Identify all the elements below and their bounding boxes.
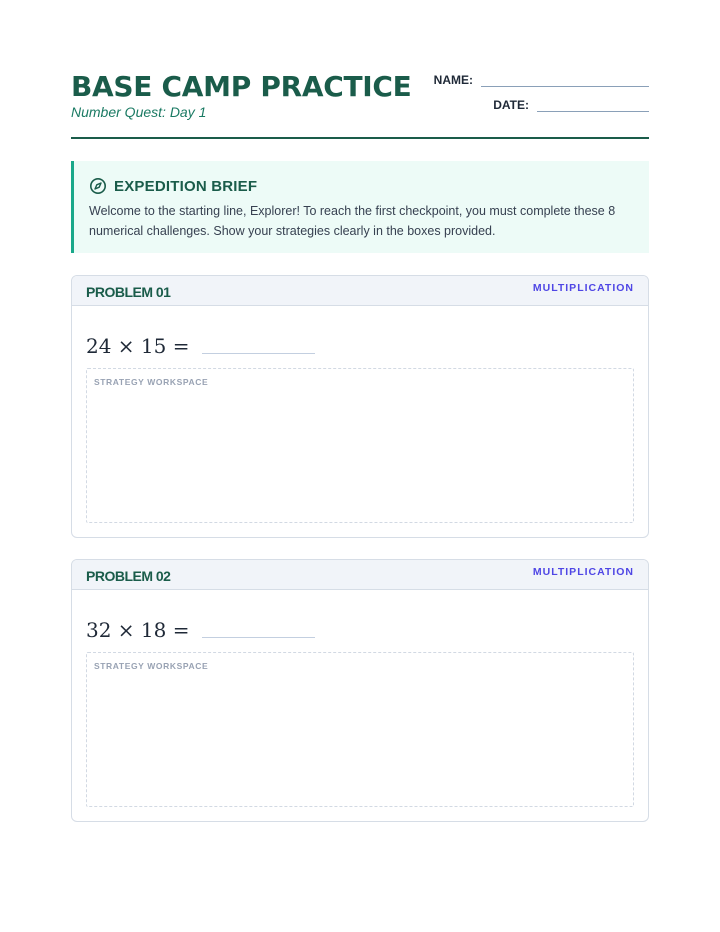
date-field: [493, 97, 649, 112]
page-subtitle: Number Quest: Day 1: [71, 104, 207, 120]
brief-text: Welcome to the starting line, Explorer! To reach the first checkpoint, you must complete these 8 numerical challenges. Show your strategies clearly in the boxes provided.: [89, 204, 616, 238]
worksheet-header: [71, 0, 649, 140]
answer-line[interactable]: [202, 637, 315, 638]
worksheet-page: [71, 0, 649, 671]
problem-card-header: [72, 560, 648, 590]
strategy-workspace[interactable]: [86, 368, 634, 523]
date-input-line[interactable]: [537, 97, 649, 112]
problem-label: PROBLEM 02: [86, 568, 171, 584]
problem-label: PROBLEM 01: [86, 284, 171, 300]
page-title: BASE CAMP PRACTICE: [71, 70, 412, 103]
workspace-label: STRATEGY WORKSPACE: [94, 661, 209, 671]
strategy-workspace[interactable]: [86, 652, 634, 807]
name-field: [434, 72, 649, 87]
problem-card: [71, 275, 649, 538]
name-label: NAME:: [433, 73, 473, 87]
brief-header: [89, 177, 635, 195]
problem-expression: 32 × 18 =: [86, 618, 190, 642]
equation: [86, 334, 315, 358]
problem-tag: MULTIPLICATION: [532, 566, 634, 578]
workspace-label: STRATEGY WORKSPACE: [94, 377, 209, 387]
problem-card: [71, 559, 649, 822]
header-divider: [71, 137, 649, 139]
problem-card-header: [72, 276, 648, 306]
equation: [86, 618, 315, 642]
expedition-brief: [71, 161, 649, 253]
date-label: DATE:: [493, 98, 529, 112]
answer-line[interactable]: [202, 353, 315, 354]
problem-tag: MULTIPLICATION: [532, 282, 634, 294]
name-input-line[interactable]: [481, 72, 649, 87]
compass-icon: [89, 177, 107, 195]
brief-title: EXPEDITION BRIEF: [114, 177, 258, 195]
problem-expression: 24 × 15 =: [86, 334, 190, 358]
